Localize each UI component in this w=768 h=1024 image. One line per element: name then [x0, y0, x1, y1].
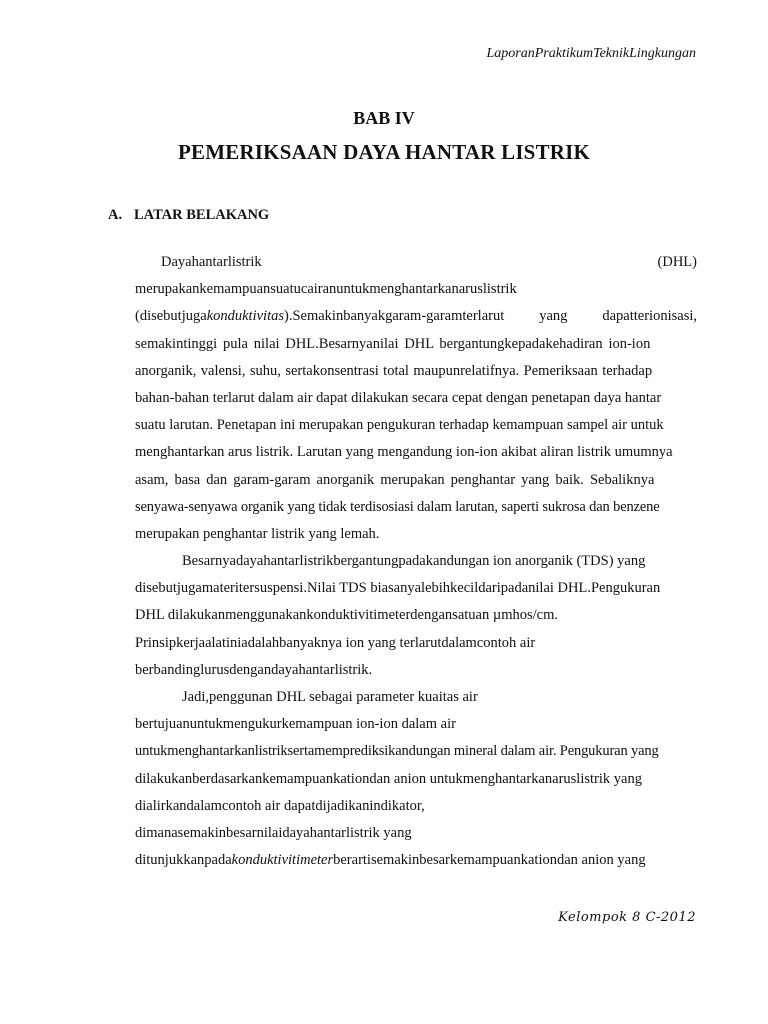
text-line: bertujuanuntukmengukurkemampuan ion-ion dalam air	[135, 716, 456, 733]
text-line: DHL dilakukanmenggunakankonduktivitimeterdengansatuan µmhos/cm.	[135, 607, 558, 624]
body-text	[135, 249, 697, 874]
text-span: ditunjukkanpada	[135, 852, 232, 869]
text-line: Prinsipkerjaalatiniadalahbanyaknya ion yang terlarutdalamcontoh air	[135, 634, 536, 651]
text-line: dimanasemakinbesarnilaidayahantarlistrik yang	[135, 824, 412, 841]
text-line: Besarnyadayahantarlistrikbergantungpadakandungan ion anorganik (TDS) yang	[182, 553, 646, 570]
text-span: ).Semakinbanyakgaram-garamterlarut	[284, 308, 505, 325]
text-span: berartisemakinbesarkemampuankationdan anion yang	[333, 852, 646, 869]
running-footer: Kelompok 8 C-2012	[558, 910, 696, 925]
text-line	[135, 303, 697, 330]
text-line: asam, basa dan garam-garam anorganik merupakan penghantar yang baik. Sebaliknya	[135, 471, 655, 488]
text-line: merupakankemampuansuatucairanuntukmenghantarkanaruslistrik	[135, 281, 517, 298]
text-line: Jadi,penggunan DHL sebagai parameter kuaitas air	[182, 689, 478, 705]
text-line: disebutjugamateritersuspensi.Nilai TDS biasanyalebihkecildaripadanilai DHL.Pengukuran	[135, 580, 661, 597]
text-line: bahan-bahan terlarut dalam air dapat dilakukan secara cepat dengan penetapan daya hantar	[135, 389, 662, 406]
running-header: LaporanPraktikumTeknikLingkungan	[486, 46, 696, 61]
chapter-title: PEMERIKSAAN DAYA HANTAR LISTRIK	[177, 140, 591, 164]
text-span: yang	[539, 308, 568, 325]
emphasis-term: konduktivitimeter	[231, 852, 334, 869]
text-line: berbandinglurusdengandayahantarlistrik.	[135, 661, 373, 678]
text-line	[135, 249, 697, 276]
text-span: (DHL)	[657, 254, 697, 270]
text-line: semakintinggi pula nilai DHL.Besarnyanilai DHL bergantungkepadakehadiran ion-ion	[135, 335, 651, 352]
text-line	[135, 847, 697, 874]
text-line: menghantarkan arus listrik. Larutan yang mengandung ion-ion akibat aliran listrik umumnya	[135, 444, 673, 461]
text-line: merupakan penghantar listrik yang lemah.	[135, 525, 380, 542]
section-number: A.	[108, 207, 123, 223]
section-heading	[108, 207, 269, 224]
emphasis-term: konduktivitas	[206, 308, 285, 325]
text-line: untukmenghantarkanlistriksertamemprediksikandungan mineral dalam air. Pengukuran yang	[135, 743, 659, 760]
text-span: dapatterionisasi,	[602, 308, 697, 325]
section-title: LATAR BELAKANG	[134, 207, 270, 223]
text-span: (disebutjuga	[135, 308, 207, 325]
text-line: dialirkandalamcontoh air dapatdijadikanindikator,	[135, 797, 425, 814]
text-span: Dayahantarlistrik	[161, 254, 262, 270]
chapter-label: BAB IV	[353, 108, 415, 128]
text-line: dilakukanberdasarkankemampuankationdan anion untukmenghantarkanaruslistrik yang	[135, 770, 642, 787]
text-line: anorganik, valensi, suhu, sertakonsentrasi total maupunrelatifnya. Pemeriksaan terhadap	[135, 362, 653, 379]
text-span	[135, 303, 504, 330]
text-line: senyawa-senyawa organik yang tidak terdisosiasi dalam larutan, saperti sukrosa dan benzene	[135, 498, 660, 515]
text-line: suatu larutan. Penetapan ini merupakan pengukuran terhadap kemampuan sampel air untuk	[135, 417, 664, 434]
